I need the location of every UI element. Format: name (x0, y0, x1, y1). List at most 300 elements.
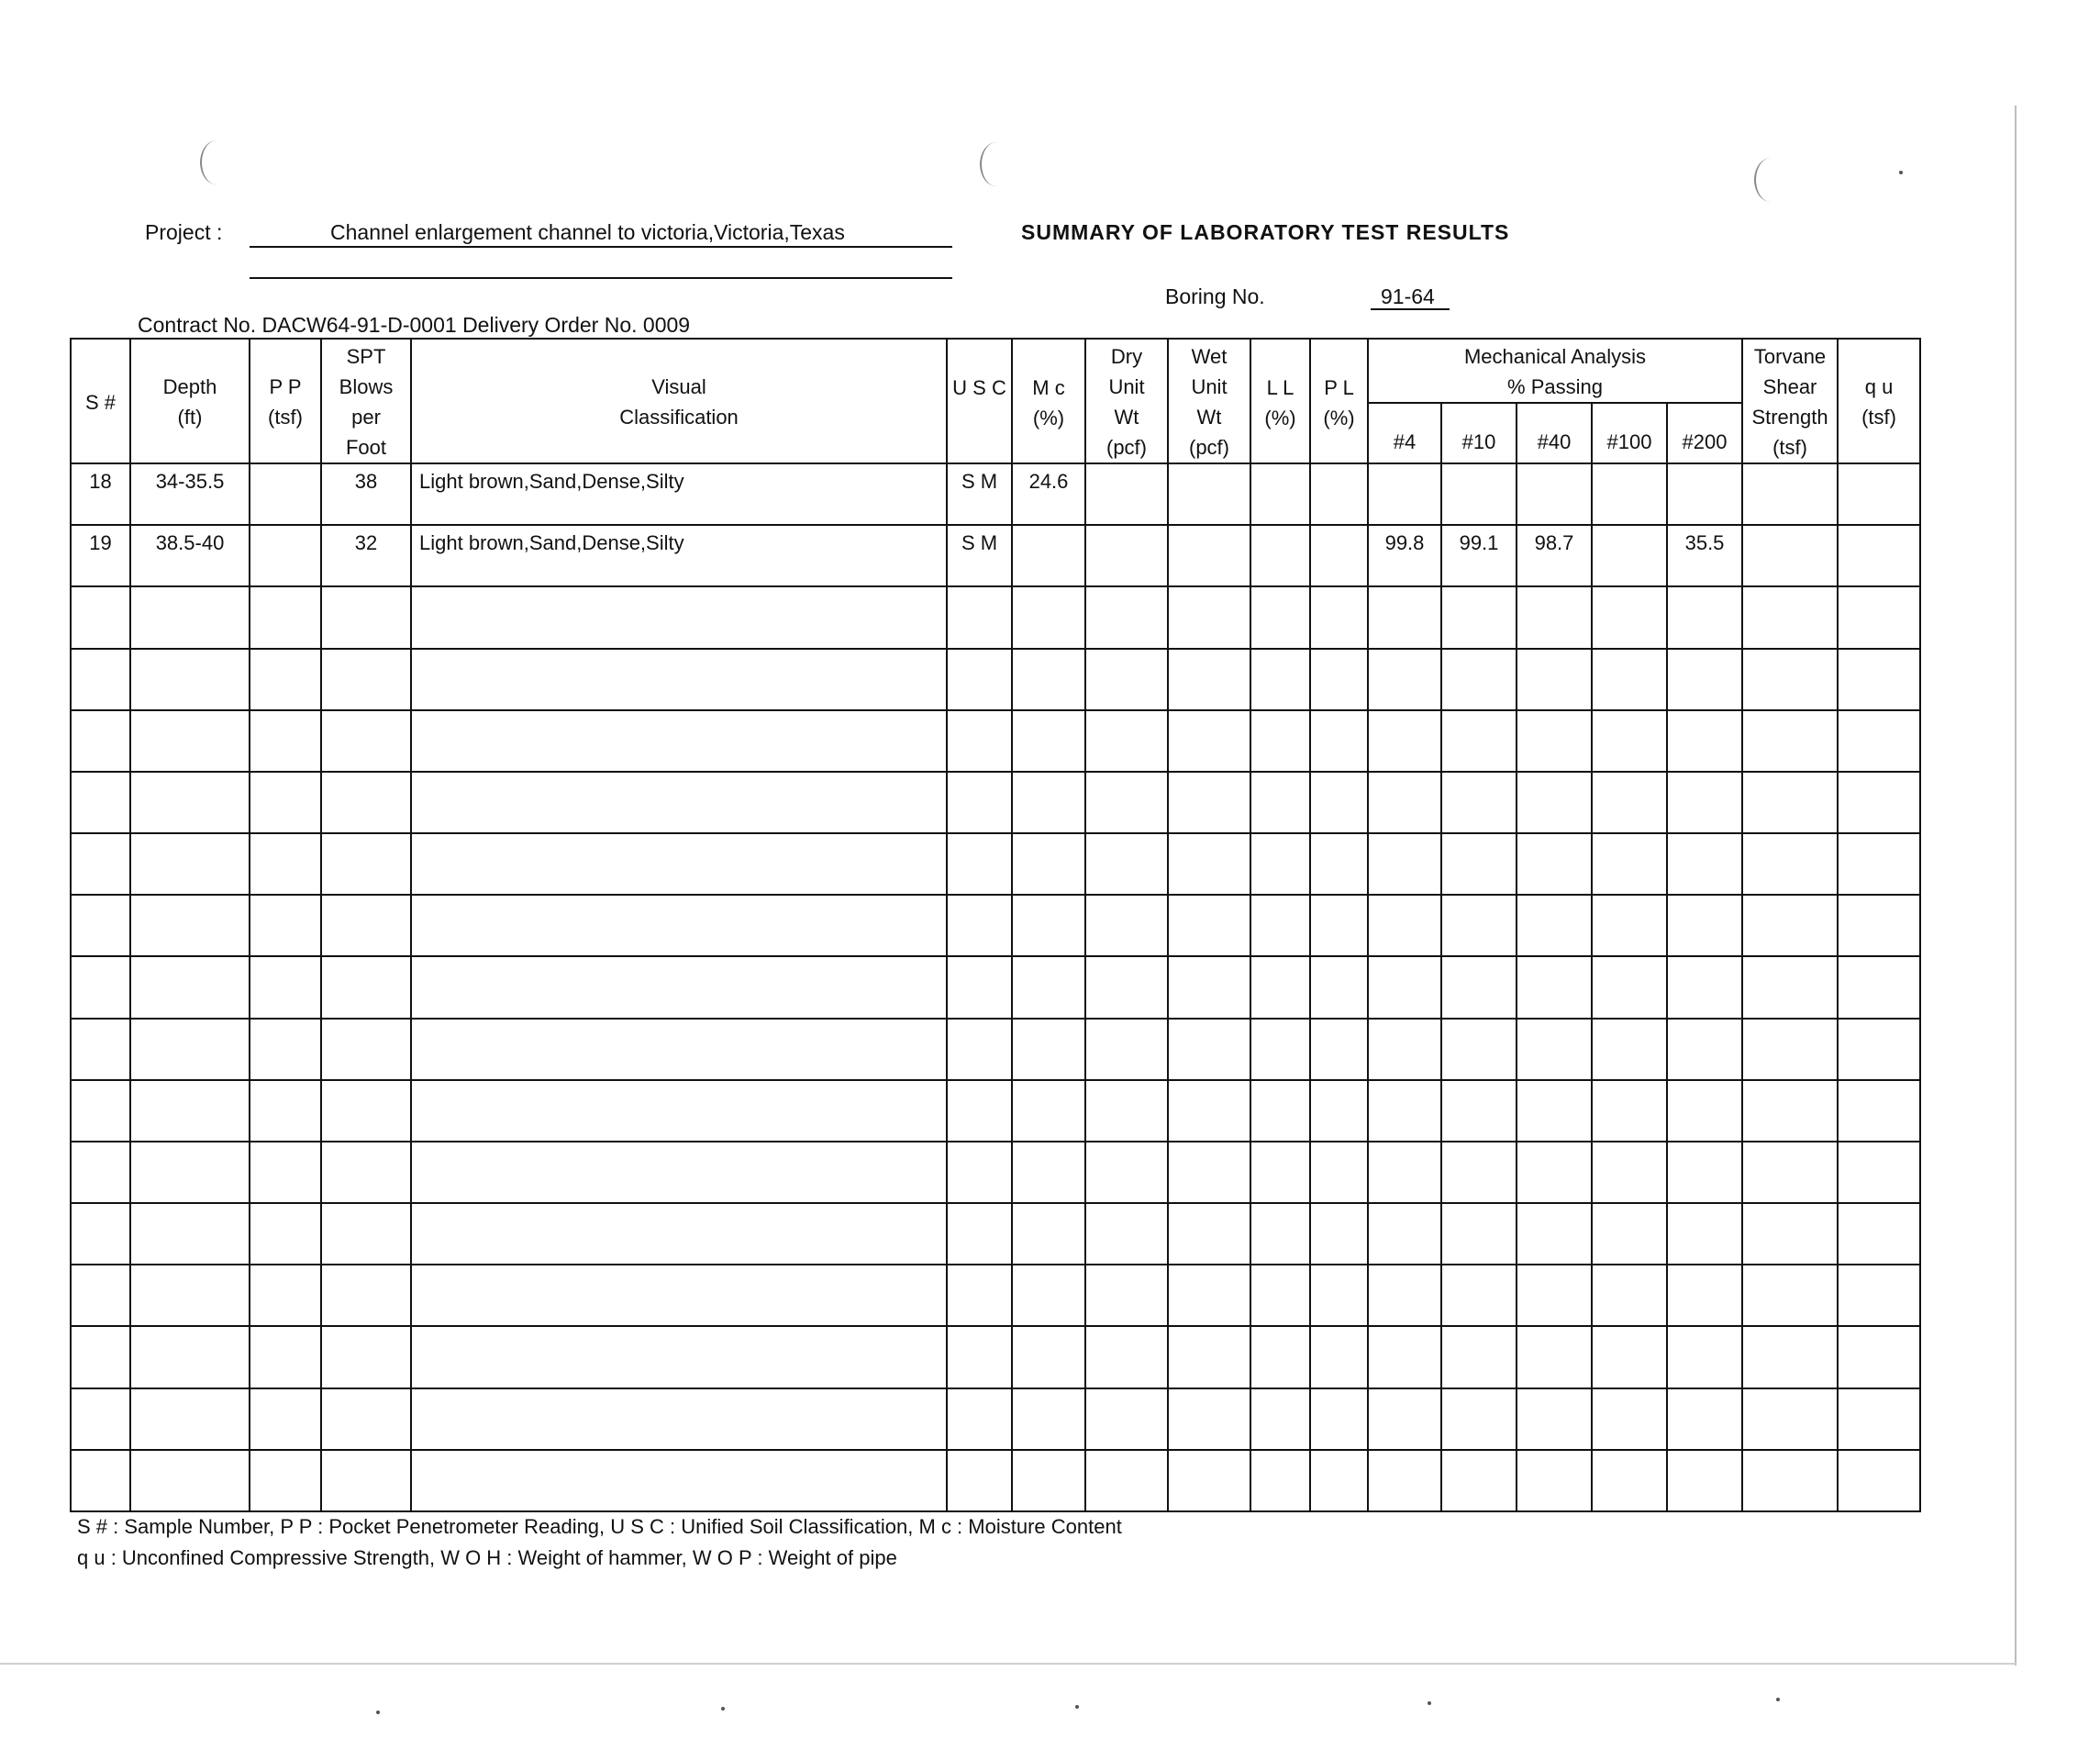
cell-spt: 38 (321, 463, 411, 525)
cell-torvane (1742, 1019, 1838, 1080)
cell-sieve-4 (1368, 1326, 1441, 1388)
cell-visual (411, 1203, 947, 1265)
col-header-sieve-200: #200 (1667, 403, 1742, 463)
table-row-empty (71, 1450, 1920, 1511)
cell-ll (1250, 772, 1310, 833)
cell-sieve-4 (1368, 1019, 1441, 1080)
cell-sieve-4 (1368, 1080, 1441, 1142)
cell-pp (250, 772, 321, 833)
boring-label: Boring No. (1165, 284, 1265, 308)
cell-sample (71, 1450, 130, 1511)
cell-ll (1250, 1080, 1310, 1142)
cell-visual (411, 895, 947, 956)
cell-visual (411, 1326, 947, 1388)
cell-usc (947, 1450, 1012, 1511)
cell-wet (1168, 895, 1250, 956)
cell-wet (1168, 710, 1250, 772)
col-header-pp: P P (tsf) (250, 339, 321, 463)
cell-pl (1310, 1080, 1368, 1142)
cell-ll (1250, 463, 1310, 525)
table-row-empty (71, 1203, 1920, 1265)
cell-wet (1168, 1326, 1250, 1388)
cell-sample (71, 772, 130, 833)
cell-sieve-4 (1368, 1142, 1441, 1203)
cell-spt (321, 710, 411, 772)
scan-speck (1428, 1701, 1431, 1705)
cell-sieve-200 (1667, 1142, 1742, 1203)
cell-usc (947, 586, 1012, 648)
cell-sieve-4: 99.8 (1368, 525, 1441, 586)
cell-qu (1838, 1203, 1920, 1265)
cell-sieve-40 (1517, 710, 1592, 772)
cell-wet (1168, 1388, 1250, 1450)
cell-dry (1085, 463, 1168, 525)
cell-spt (321, 1142, 411, 1203)
cell-sieve-4 (1368, 833, 1441, 895)
cell-pp (250, 649, 321, 710)
col-header-depth: Depth (ft) (130, 339, 250, 463)
cell-sample (71, 1142, 130, 1203)
cell-spt (321, 1019, 411, 1080)
cell-mc (1012, 1450, 1085, 1511)
cell-wet (1168, 649, 1250, 710)
cell-wet (1168, 772, 1250, 833)
cell-usc: S M (947, 463, 1012, 525)
cell-pl (1310, 1265, 1368, 1326)
cell-visual (411, 586, 947, 648)
cell-spt (321, 1080, 411, 1142)
cell-dry (1085, 833, 1168, 895)
cell-sieve-200 (1667, 833, 1742, 895)
cell-sieve-40 (1517, 586, 1592, 648)
cell-sample: 18 (71, 463, 130, 525)
cell-sample (71, 1019, 130, 1080)
cell-depth: 38.5-40 (130, 525, 250, 586)
cell-qu (1838, 586, 1920, 648)
cell-usc (947, 833, 1012, 895)
cell-mc (1012, 586, 1085, 648)
cell-pp (250, 1142, 321, 1203)
cell-depth (130, 833, 250, 895)
cell-depth (130, 895, 250, 956)
cell-sample (71, 586, 130, 648)
cell-sieve-10 (1441, 956, 1517, 1018)
cell-usc (947, 1203, 1012, 1265)
cell-sample (71, 833, 130, 895)
punch-hole-mark (1754, 158, 1787, 202)
cell-wet (1168, 1265, 1250, 1326)
cell-sample (71, 1388, 130, 1450)
cell-pl (1310, 833, 1368, 895)
cell-dry (1085, 649, 1168, 710)
table-row-empty (71, 956, 1920, 1018)
cell-spt (321, 956, 411, 1018)
cell-pp (250, 1203, 321, 1265)
cell-sieve-10 (1441, 649, 1517, 710)
cell-ll (1250, 895, 1310, 956)
col-header-qu: q u (tsf) (1838, 339, 1920, 463)
scan-speck (1075, 1705, 1079, 1709)
cell-wet (1168, 525, 1250, 586)
table-row (71, 525, 1920, 586)
cell-ll (1250, 1265, 1310, 1326)
cell-depth (130, 1203, 250, 1265)
cell-depth (130, 1388, 250, 1450)
table-row-empty (71, 895, 1920, 956)
table-row-empty (71, 649, 1920, 710)
cell-usc (947, 1019, 1012, 1080)
cell-qu (1838, 710, 1920, 772)
cell-torvane (1742, 1080, 1838, 1142)
cell-sieve-100 (1592, 1450, 1667, 1511)
cell-sieve-10 (1441, 710, 1517, 772)
cell-usc (947, 649, 1012, 710)
cell-usc (947, 1326, 1012, 1388)
cell-sieve-40 (1517, 649, 1592, 710)
cell-qu (1838, 1019, 1920, 1080)
cell-dry (1085, 1450, 1168, 1511)
cell-sieve-200 (1667, 1388, 1742, 1450)
cell-sieve-40 (1517, 1388, 1592, 1450)
cell-sieve-200 (1667, 586, 1742, 648)
cell-dry (1085, 1388, 1168, 1450)
cell-mc (1012, 710, 1085, 772)
cell-sample (71, 895, 130, 956)
col-header-ll: L L (%) (1250, 339, 1310, 463)
cell-torvane (1742, 1203, 1838, 1265)
cell-dry (1085, 586, 1168, 648)
cell-mc (1012, 1326, 1085, 1388)
cell-torvane (1742, 833, 1838, 895)
cell-sample (71, 956, 130, 1018)
table-body (71, 463, 1920, 1511)
cell-pl (1310, 710, 1368, 772)
cell-sieve-100 (1592, 956, 1667, 1018)
page-title: SUMMARY OF LABORATORY TEST RESULTS (1021, 220, 1510, 244)
cell-visual: Light brown,Sand,Dense,Silty (411, 463, 947, 525)
cell-spt (321, 895, 411, 956)
col-header-sieve-4: #4 (1368, 403, 1441, 463)
boring-value: 91-64 (1381, 284, 1435, 308)
cell-wet (1168, 1080, 1250, 1142)
cell-pl (1310, 1142, 1368, 1203)
cell-sample (71, 1203, 130, 1265)
cell-sieve-4 (1368, 956, 1441, 1018)
cell-sieve-4 (1368, 463, 1441, 525)
cell-qu (1838, 772, 1920, 833)
cell-pp (250, 710, 321, 772)
cell-dry (1085, 1265, 1168, 1326)
cell-sieve-200 (1667, 1203, 1742, 1265)
cell-pl (1310, 586, 1368, 648)
cell-sieve-40 (1517, 1142, 1592, 1203)
cell-sieve-4 (1368, 772, 1441, 833)
cell-pl (1310, 772, 1368, 833)
cell-ll (1250, 1019, 1310, 1080)
cell-pl (1310, 463, 1368, 525)
cell-pp (250, 895, 321, 956)
col-header-pl: P L (%) (1310, 339, 1368, 463)
contract-line: Contract No. DACW64-91-D-0001 Delivery Order No. 0009 (138, 313, 691, 337)
cell-sieve-100 (1592, 895, 1667, 956)
col-header-dry-unit-wt: Dry Unit Wt (pcf) (1085, 339, 1168, 463)
cell-mc (1012, 649, 1085, 710)
cell-sieve-40 (1517, 1203, 1592, 1265)
punch-hole-mark (200, 140, 233, 184)
cell-mc (1012, 525, 1085, 586)
cell-usc: S M (947, 525, 1012, 586)
cell-sieve-4 (1368, 1388, 1441, 1450)
cell-visual (411, 1080, 947, 1142)
cell-pp (250, 1265, 321, 1326)
cell-ll (1250, 1450, 1310, 1511)
cell-usc (947, 895, 1012, 956)
cell-dry (1085, 1080, 1168, 1142)
cell-sieve-40 (1517, 1326, 1592, 1388)
cell-usc (947, 710, 1012, 772)
cell-sieve-200 (1667, 1265, 1742, 1326)
cell-sieve-10 (1441, 1019, 1517, 1080)
cell-visual (411, 1019, 947, 1080)
cell-pp (250, 1326, 321, 1388)
cell-pl (1310, 1203, 1368, 1265)
cell-qu (1838, 956, 1920, 1018)
cell-sieve-100 (1592, 586, 1667, 648)
cell-spt (321, 1326, 411, 1388)
cell-usc (947, 1142, 1012, 1203)
table-row-empty (71, 833, 1920, 895)
cell-sieve-40 (1517, 956, 1592, 1018)
cell-depth (130, 1019, 250, 1080)
cell-sieve-200 (1667, 1450, 1742, 1511)
cell-qu (1838, 1450, 1920, 1511)
cell-sieve-200 (1667, 1080, 1742, 1142)
cell-dry (1085, 895, 1168, 956)
table-row (71, 463, 1920, 525)
cell-dry (1085, 1142, 1168, 1203)
cell-sieve-200 (1667, 956, 1742, 1018)
cell-sieve-100 (1592, 525, 1667, 586)
cell-torvane (1742, 463, 1838, 525)
cell-sieve-200 (1667, 1326, 1742, 1388)
cell-sieve-100 (1592, 1080, 1667, 1142)
cell-sieve-10 (1441, 1265, 1517, 1326)
cell-sieve-10 (1441, 895, 1517, 956)
cell-torvane (1742, 895, 1838, 956)
cell-usc (947, 1265, 1012, 1326)
cell-mc (1012, 1388, 1085, 1450)
cell-sieve-200 (1667, 710, 1742, 772)
cell-sieve-200: 35.5 (1667, 525, 1742, 586)
project-name: Channel enlargement channel to victoria,Victoria,Texas (330, 220, 845, 244)
cell-sieve-10 (1441, 1080, 1517, 1142)
table-row-empty (71, 772, 1920, 833)
cell-wet (1168, 1203, 1250, 1265)
cell-pp (250, 586, 321, 648)
scan-speck (1776, 1698, 1780, 1701)
cell-spt (321, 1265, 411, 1326)
cell-sieve-200 (1667, 895, 1742, 956)
cell-sample (71, 710, 130, 772)
cell-ll (1250, 586, 1310, 648)
cell-sieve-40 (1517, 1265, 1592, 1326)
cell-dry (1085, 772, 1168, 833)
cell-torvane (1742, 1265, 1838, 1326)
footer-legend-line-1: S # : Sample Number, P P : Pocket Penetrometer Reading, U S C : Unified Soil Classification, M c : Moisture Content (77, 1515, 1122, 1538)
paper-bottom-edge (0, 1663, 2017, 1665)
cell-sieve-4 (1368, 1265, 1441, 1326)
col-header-wet-unit-wt: Wet Unit Wt (pcf) (1168, 339, 1250, 463)
cell-visual: Light brown,Sand,Dense,Silty (411, 525, 947, 586)
cell-visual (411, 649, 947, 710)
cell-sample (71, 1080, 130, 1142)
table-row-empty (71, 586, 1920, 648)
cell-visual (411, 710, 947, 772)
cell-wet (1168, 463, 1250, 525)
cell-mc (1012, 1080, 1085, 1142)
cell-sieve-100 (1592, 1265, 1667, 1326)
cell-depth (130, 586, 250, 648)
cell-usc (947, 1080, 1012, 1142)
cell-ll (1250, 1203, 1310, 1265)
cell-qu (1838, 463, 1920, 525)
cell-ll (1250, 649, 1310, 710)
table-row-empty (71, 710, 1920, 772)
cell-ll (1250, 1388, 1310, 1450)
cell-sieve-100 (1592, 772, 1667, 833)
cell-visual (411, 1142, 947, 1203)
cell-usc (947, 1388, 1012, 1450)
cell-visual (411, 1388, 947, 1450)
cell-sieve-100 (1592, 649, 1667, 710)
cell-usc (947, 772, 1012, 833)
cell-pl (1310, 1450, 1368, 1511)
cell-sieve-4 (1368, 1450, 1441, 1511)
cell-wet (1168, 1142, 1250, 1203)
cell-torvane (1742, 956, 1838, 1018)
cell-sieve-4 (1368, 710, 1441, 772)
cell-dry (1085, 956, 1168, 1018)
col-header-spt: SPT Blows per Foot (321, 339, 411, 463)
cell-torvane (1742, 1450, 1838, 1511)
paper-right-edge (2015, 106, 2017, 1666)
cell-sieve-4 (1368, 586, 1441, 648)
cell-sieve-40 (1517, 833, 1592, 895)
cell-depth (130, 1450, 250, 1511)
cell-qu (1838, 1326, 1920, 1388)
cell-qu (1838, 1142, 1920, 1203)
scan-speck (1899, 171, 1903, 174)
table-row-empty (71, 1019, 1920, 1080)
cell-pl (1310, 525, 1368, 586)
cell-sieve-4 (1368, 649, 1441, 710)
cell-spt (321, 1450, 411, 1511)
footer-legend-line-2: q u : Unconfined Compressive Strength, W O H : Weight of hammer, W O P : Weight of pipe (77, 1546, 897, 1569)
cell-torvane (1742, 710, 1838, 772)
cell-ll (1250, 1142, 1310, 1203)
cell-sieve-10 (1441, 772, 1517, 833)
cell-pp (250, 463, 321, 525)
cell-ll (1250, 525, 1310, 586)
cell-sieve-40 (1517, 895, 1592, 956)
cell-sieve-200 (1667, 649, 1742, 710)
cell-sieve-100 (1592, 463, 1667, 525)
cell-visual (411, 772, 947, 833)
cell-wet (1168, 956, 1250, 1018)
cell-sample: 19 (71, 525, 130, 586)
col-header-mechanical-analysis: Mechanical Analysis % Passing (1368, 339, 1742, 403)
cell-sample (71, 1265, 130, 1326)
cell-torvane (1742, 649, 1838, 710)
cell-torvane (1742, 1326, 1838, 1388)
cell-sieve-10 (1441, 586, 1517, 648)
cell-mc (1012, 956, 1085, 1018)
cell-sieve-100 (1592, 710, 1667, 772)
cell-pl (1310, 1388, 1368, 1450)
cell-sieve-100 (1592, 1326, 1667, 1388)
cell-sieve-100 (1592, 1019, 1667, 1080)
scan-speck (721, 1707, 725, 1711)
cell-ll (1250, 710, 1310, 772)
cell-sample (71, 1326, 130, 1388)
cell-visual (411, 1265, 947, 1326)
table-row-empty (71, 1080, 1920, 1142)
cell-visual (411, 956, 947, 1018)
cell-spt (321, 772, 411, 833)
cell-torvane (1742, 525, 1838, 586)
cell-spt (321, 586, 411, 648)
table-row-empty (71, 1265, 1920, 1326)
cell-mc (1012, 833, 1085, 895)
cell-sieve-10 (1441, 463, 1517, 525)
cell-sieve-40 (1517, 1019, 1592, 1080)
cell-qu (1838, 833, 1920, 895)
cell-sieve-100 (1592, 833, 1667, 895)
cell-wet (1168, 1019, 1250, 1080)
cell-qu (1838, 649, 1920, 710)
cell-torvane (1742, 1388, 1838, 1450)
cell-qu (1838, 1265, 1920, 1326)
col-header-mc: M c (%) (1012, 339, 1085, 463)
cell-sieve-40 (1517, 1080, 1592, 1142)
table-row-empty (71, 1142, 1920, 1203)
cell-sieve-100 (1592, 1388, 1667, 1450)
cell-sieve-10 (1441, 833, 1517, 895)
cell-spt (321, 1203, 411, 1265)
cell-qu (1838, 525, 1920, 586)
cell-mc (1012, 1203, 1085, 1265)
cell-mc (1012, 895, 1085, 956)
cell-pp (250, 1388, 321, 1450)
cell-sieve-200 (1667, 463, 1742, 525)
cell-depth: 34-35.5 (130, 463, 250, 525)
col-header-torvane: Torvane Shear Strength (tsf) (1742, 339, 1838, 463)
cell-pl (1310, 649, 1368, 710)
cell-qu (1838, 895, 1920, 956)
cell-pl (1310, 1019, 1368, 1080)
col-header-sieve-100: #100 (1592, 403, 1667, 463)
cell-dry (1085, 525, 1168, 586)
cell-sieve-40 (1517, 1450, 1592, 1511)
cell-sieve-40: 98.7 (1517, 525, 1592, 586)
punch-hole-mark (980, 142, 1013, 186)
cell-mc (1012, 1019, 1085, 1080)
cell-depth (130, 710, 250, 772)
cell-ll (1250, 956, 1310, 1018)
cell-dry (1085, 1203, 1168, 1265)
cell-mc (1012, 772, 1085, 833)
cell-mc (1012, 1142, 1085, 1203)
